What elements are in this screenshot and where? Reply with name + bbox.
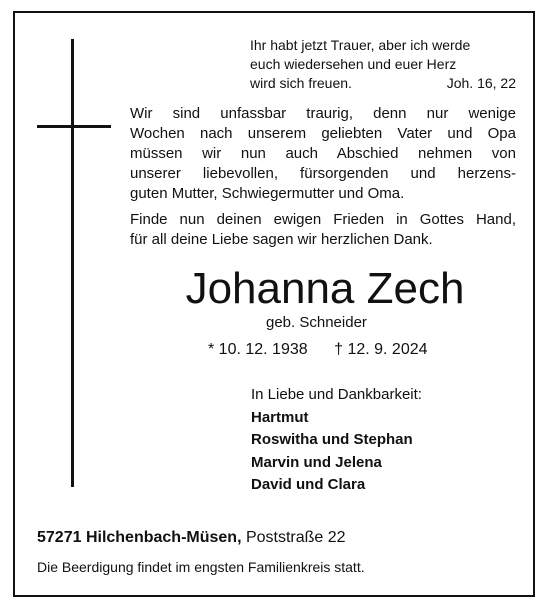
verse-line: [250, 74, 516, 93]
maiden-name: geb. Schneider: [266, 314, 367, 331]
bible-verse: [250, 36, 516, 93]
family-list: [251, 384, 422, 497]
family-member: Marvin und Jelena: [251, 453, 382, 471]
verse-reference: Joh. 16, 22: [446, 75, 516, 91]
intro-line: unserer liebevollen, fürsorgenden und herzens-: [130, 165, 516, 182]
verse-line: euch wiedersehen und euer Herz: [250, 56, 457, 72]
funeral-note: Die Beerdigung findet im engsten Familienkreis statt.: [37, 559, 365, 575]
family-member: David und Clara: [251, 476, 366, 494]
intro-line: Wochen nach unserem geliebten Vater und Opa: [130, 125, 516, 142]
cross-icon-bar: [37, 125, 111, 128]
life-dates: [208, 341, 428, 359]
birth-date: * 10. 12. 1938: [208, 341, 308, 358]
intro-line: Finde nun deinen ewigen Frieden in Gottes Hand,: [130, 211, 516, 228]
family-member: Roswitha und Stephan: [251, 431, 413, 449]
intro-line: guten Mutter, Schwiegermutter und Oma.: [130, 185, 405, 202]
address-street: Poststraße 22: [245, 529, 346, 546]
verse-line: wird sich freuen.: [250, 75, 352, 91]
intro-line: müssen wir nun auch Abschied nehmen von: [130, 145, 516, 162]
address: [37, 529, 346, 547]
intro-line: für all deine Liebe sagen wir herzlichen Dank.: [130, 231, 433, 248]
intro-line: Wir sind unfassbar traurig, denn nur wenige: [130, 105, 516, 122]
address-city: 57271 Hilchenbach-Müsen,: [37, 529, 242, 546]
death-date: † 12. 9. 2024: [334, 341, 428, 358]
verse-line: Ihr habt jetzt Trauer, aber ich werde: [250, 37, 471, 53]
cross-icon: [71, 39, 74, 487]
deceased-name: Johanna Zech: [185, 264, 465, 313]
deceased-name-row: [0, 264, 550, 314]
family-intro: In Liebe und Dankbarkeit:: [251, 386, 422, 403]
intro-text: [130, 104, 516, 250]
family-member: Hartmut: [251, 408, 309, 426]
